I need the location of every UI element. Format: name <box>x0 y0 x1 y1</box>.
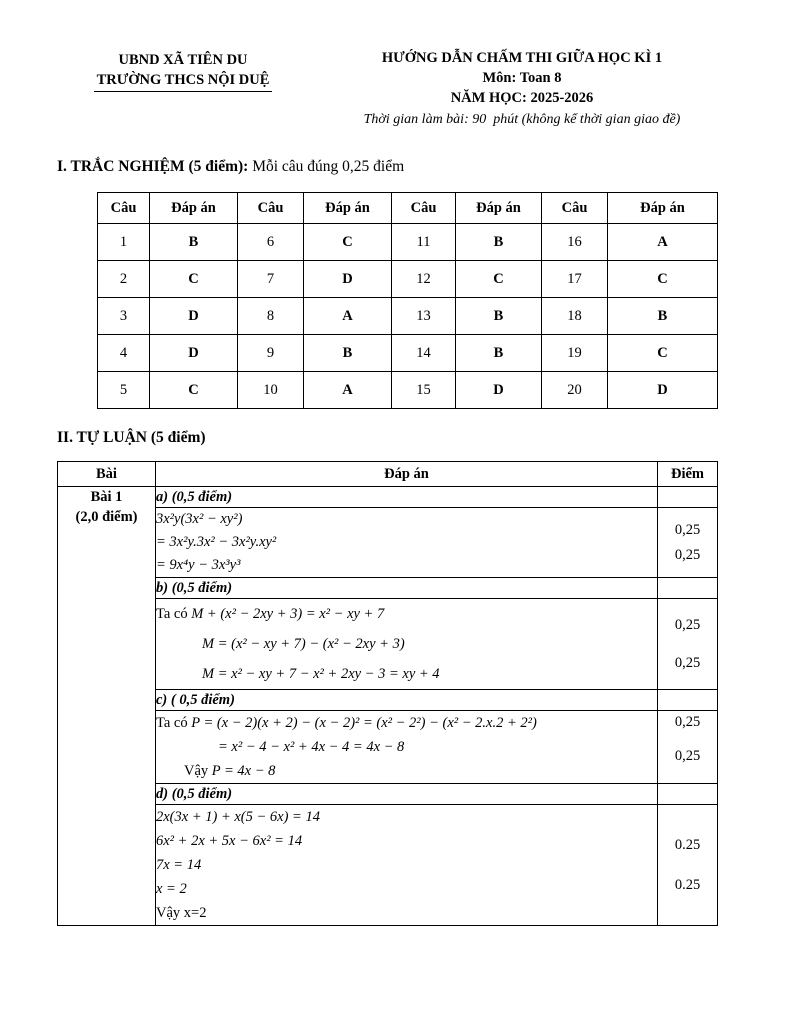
exam-title-block <box>309 48 735 130</box>
mc-answer: C <box>150 261 238 298</box>
mc-col-header: Đáp án <box>608 193 718 224</box>
mc-answer: B <box>150 224 238 261</box>
part-d-label-row <box>58 784 718 805</box>
exam-duration: Thời gian làm bài: 90 phút (không kể thời gian giao đề) <box>363 112 681 127</box>
mc-question-number: 18 <box>542 298 608 335</box>
point-value: 0,25 <box>674 547 701 563</box>
mc-question-number: 6 <box>238 224 304 261</box>
mc-answer: D <box>150 298 238 335</box>
part-a-content-row <box>58 508 718 578</box>
mc-question-number: 10 <box>238 372 304 409</box>
points-cell <box>658 599 718 690</box>
mc-question-number: 4 <box>98 335 150 372</box>
mc-answer: B <box>456 224 542 261</box>
math-expression: = 9x⁴y − 3x³y³ <box>156 557 241 573</box>
math-expression: = 3x²y.3x² − 3x²y.xy² <box>156 534 277 550</box>
mc-question-number: 7 <box>238 261 304 298</box>
part-d-label: d) (0,5 điểm) <box>156 784 658 805</box>
points-cell <box>658 508 718 578</box>
mc-col-header: Đáp án <box>150 193 238 224</box>
math-line <box>156 735 657 759</box>
mc-row <box>98 298 718 335</box>
point-value: 0.25 <box>674 837 701 853</box>
text-prefix: Vậy x=2 <box>156 905 207 921</box>
part-b-solution <box>156 599 658 690</box>
part-a-label: a) (0,5 điểm) <box>156 487 658 508</box>
exam-subject: Môn: Toan 8 <box>482 70 562 86</box>
text-prefix: Ta có <box>156 715 192 731</box>
point-value: 0,25 <box>674 655 701 671</box>
math-expression: 3x²y(3x² − xy²) <box>156 511 243 527</box>
mc-question-number: 14 <box>392 335 456 372</box>
mc-answer: C <box>608 335 718 372</box>
math-line <box>156 853 657 877</box>
part-b-content-row <box>58 599 718 690</box>
math-line <box>156 531 657 554</box>
exam-year: NĂM HỌC: 2025-2026 <box>450 90 594 106</box>
mc-col-header: Câu <box>542 193 608 224</box>
math-line <box>156 629 657 659</box>
issuing-org-block <box>57 48 309 92</box>
mc-question-number: 13 <box>392 298 456 335</box>
part-c-label-row <box>58 690 718 711</box>
mc-row <box>98 335 718 372</box>
mc-row <box>98 224 718 261</box>
section2-title <box>57 429 735 447</box>
part-c-solution <box>156 711 658 784</box>
mc-question-number: 1 <box>98 224 150 261</box>
part-b-label-row <box>58 578 718 599</box>
math-line <box>156 901 657 925</box>
mc-question-number: 2 <box>98 261 150 298</box>
math-expression: M + (x² − 2xy + 3) = x² − xy + 7 <box>191 606 385 622</box>
point-value: 0,25 <box>674 617 701 633</box>
mc-col-header: Đáp án <box>304 193 392 224</box>
text-prefix: Ta có <box>156 606 192 622</box>
essay-col-header-dapan: Đáp án <box>156 462 658 487</box>
mc-col-header: Câu <box>392 193 456 224</box>
points-cell <box>658 711 718 784</box>
exam-title: HƯỚNG DẪN CHẤM THI GIỮA HỌC KÌ 1 <box>381 50 663 66</box>
mc-question-number: 11 <box>392 224 456 261</box>
mc-answer: A <box>304 372 392 409</box>
mc-answer: C <box>456 261 542 298</box>
multiple-choice-answer-table <box>97 192 718 409</box>
mc-question-number: 8 <box>238 298 304 335</box>
math-expression: = x² − 4 − x² + 4x − 4 = 4x − 8 <box>218 739 405 755</box>
mc-row <box>98 261 718 298</box>
mc-header-row <box>98 193 718 224</box>
mc-question-number: 15 <box>392 372 456 409</box>
math-line <box>156 805 657 829</box>
math-expression: 2x(3x + 1) + x(5 − 6x) = 14 <box>156 809 320 825</box>
point-value: 0.25 <box>674 877 701 893</box>
part-a-label-row <box>58 487 718 508</box>
mc-answer: D <box>608 372 718 409</box>
mc-row <box>98 372 718 409</box>
problem-number: Bài 1 <box>90 489 123 505</box>
mc-answer: D <box>150 335 238 372</box>
math-expression: P = (x − 2)(x + 2) − (x − 2)² = (x² − 2²) − (x² − 2.x.2 + 2²) <box>191 715 537 731</box>
org-name-line1: UBND XÃ TIÊN DU <box>118 52 248 68</box>
document-header <box>57 48 735 130</box>
point-value: 0,25 <box>674 714 701 730</box>
math-line <box>156 711 657 735</box>
math-line <box>156 659 657 689</box>
org-name-line2: TRƯỜNG THCS NỘI DUỆ <box>94 70 273 92</box>
math-expression: 6x² + 2x + 5x − 6x² = 14 <box>156 833 303 849</box>
mc-answer: B <box>608 298 718 335</box>
problem-number-cell <box>58 487 156 926</box>
part-c-content-row <box>58 711 718 784</box>
math-line <box>156 554 657 577</box>
math-line <box>156 877 657 901</box>
mc-col-header: Câu <box>238 193 304 224</box>
points-cell-empty <box>658 578 718 599</box>
mc-answer: C <box>150 372 238 409</box>
mc-answer: D <box>456 372 542 409</box>
math-expression: P = 4x − 8 <box>211 763 276 779</box>
section1-title <box>57 158 735 176</box>
math-expression: 7x = 14 <box>156 857 202 873</box>
part-c-label: c) ( 0,5 điểm) <box>156 690 658 711</box>
essay-col-header-diem: Điểm <box>658 462 718 487</box>
mc-answer: B <box>304 335 392 372</box>
mc-answer: B <box>456 298 542 335</box>
mc-answer: C <box>608 261 718 298</box>
mc-answer: B <box>456 335 542 372</box>
point-value: 0,25 <box>674 522 701 538</box>
mc-col-header: Câu <box>98 193 150 224</box>
mc-question-number: 12 <box>392 261 456 298</box>
math-line <box>156 508 657 531</box>
section2-title-text: II. TỰ LUẬN (5 điểm) <box>57 429 206 446</box>
math-line <box>156 599 657 629</box>
point-value: 0,25 <box>674 748 701 764</box>
mc-answer: D <box>304 261 392 298</box>
math-expression: x = 2 <box>156 881 187 897</box>
essay-col-header-bai: Bài <box>58 462 156 487</box>
points-cell-empty <box>658 690 718 711</box>
part-d-solution <box>156 805 658 926</box>
mc-question-number: 9 <box>238 335 304 372</box>
points-cell-empty <box>658 784 718 805</box>
math-expression: M = (x² − xy + 7) − (x² − 2xy + 3) <box>202 636 405 652</box>
mc-question-number: 17 <box>542 261 608 298</box>
text-prefix: Vậy <box>184 763 212 779</box>
part-b-label: b) (0,5 điểm) <box>156 578 658 599</box>
mc-answer: A <box>304 298 392 335</box>
mc-question-number: 19 <box>542 335 608 372</box>
section1-title-rest: Mỗi câu đúng 0,25 điểm <box>248 158 405 175</box>
math-line <box>156 759 657 783</box>
mc-answer: A <box>608 224 718 261</box>
mc-question-number: 5 <box>98 372 150 409</box>
math-expression: M = x² − xy + 7 − x² + 2xy − 3 = xy + 4 <box>202 666 440 682</box>
mc-col-header: Đáp án <box>456 193 542 224</box>
mc-answer: C <box>304 224 392 261</box>
math-line <box>156 829 657 853</box>
problem-points: (2,0 điểm) <box>75 509 138 525</box>
essay-answer-table <box>57 461 718 926</box>
points-cell <box>658 805 718 926</box>
mc-question-number: 16 <box>542 224 608 261</box>
mc-question-number: 3 <box>98 298 150 335</box>
section1-title-bold: I. TRẮC NGHIỆM (5 điểm): <box>57 158 249 175</box>
part-d-content-row <box>58 805 718 926</box>
essay-header-row <box>58 462 718 487</box>
part-a-solution <box>156 508 658 578</box>
mc-question-number: 20 <box>542 372 608 409</box>
points-cell-empty <box>658 487 718 508</box>
